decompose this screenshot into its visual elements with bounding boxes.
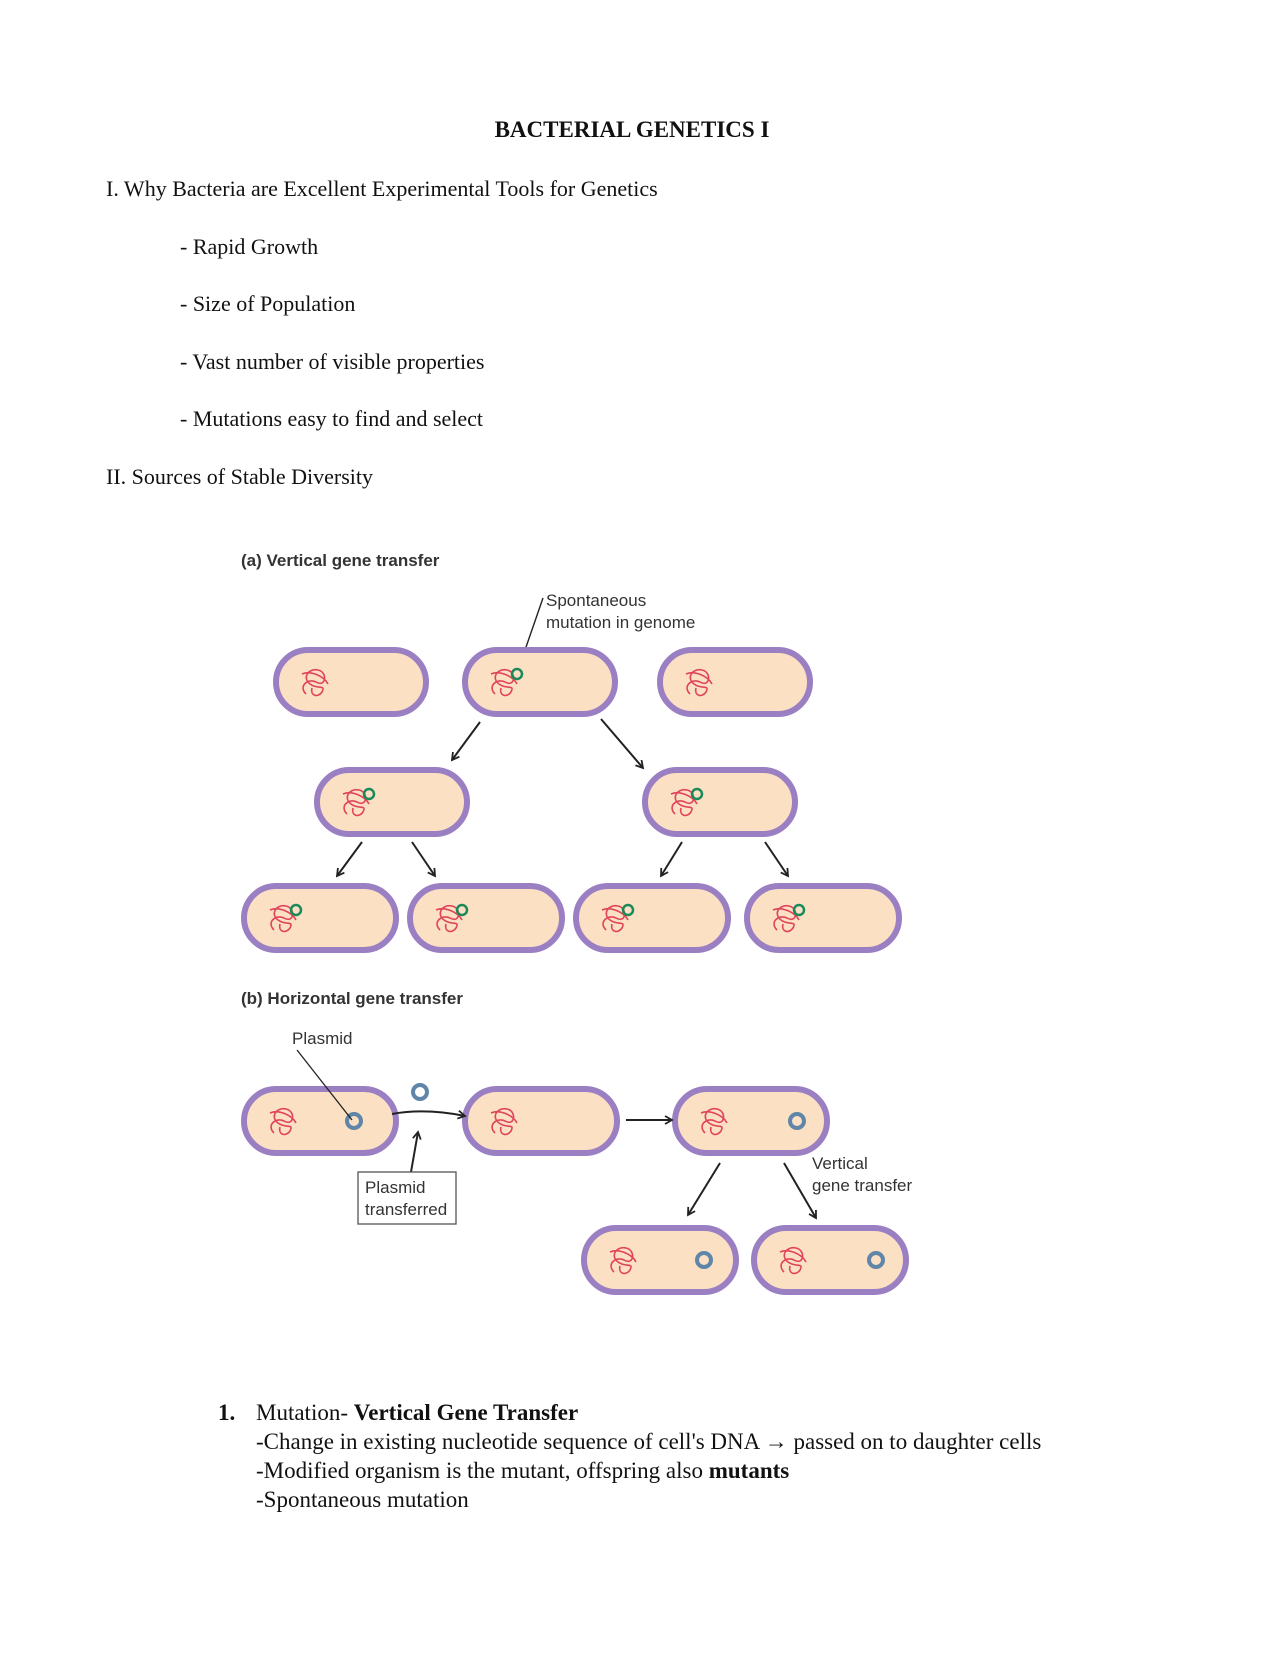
- cell-body: [465, 650, 615, 714]
- list-item-line1: Mutation- Vertical Gene Transfer: [256, 1400, 579, 1425]
- bullet-visible-properties: - Vast number of visible properties: [180, 349, 485, 374]
- list-item-line4: -Spontaneous mutation: [256, 1487, 469, 1512]
- free-plasmid: [413, 1085, 427, 1099]
- panel-b-title: (b) Horizontal gene transfer: [241, 989, 463, 1008]
- bullet-size-of-population: - Size of Population: [180, 291, 356, 316]
- arrow-a1: [452, 722, 480, 760]
- list-number: 1.: [218, 1400, 236, 1425]
- cell-a-gen3-1: [244, 886, 396, 950]
- arrow-transferred-pointer: [411, 1132, 418, 1172]
- cell-a-parent-right: [660, 650, 810, 714]
- cell-body: [747, 886, 899, 950]
- cell-b-daughter-right: [754, 1228, 906, 1292]
- cell-b-donor: [244, 1089, 396, 1153]
- page-title: BACTERIAL GENETICS I: [494, 117, 770, 142]
- cell-body: [645, 770, 795, 834]
- cell-a-gen3-2: [410, 886, 562, 950]
- section-2-heading: II. Sources of Stable Diversity: [106, 464, 373, 489]
- cell-body: [276, 650, 426, 714]
- cell-body: [576, 886, 728, 950]
- arrow-b-down-left: [688, 1163, 720, 1215]
- cell-a-parent-mutant: [465, 650, 615, 714]
- arrow-a6: [765, 842, 788, 876]
- plasmid-transferred-line1: Plasmid: [365, 1178, 426, 1197]
- arrow-a2: [601, 719, 643, 768]
- cell-b-recipient: [465, 1089, 617, 1153]
- item-bold-title: Vertical Gene Transfer: [353, 1400, 579, 1425]
- cell-body: [660, 650, 810, 714]
- cell-a-gen3-4: [747, 886, 899, 950]
- cell-a-gen2-right: [645, 770, 795, 834]
- cell-b-recipient-with-plasmid: [675, 1089, 827, 1153]
- cell-a-parent-left: [276, 650, 426, 714]
- mutants-bold: mutants: [708, 1458, 790, 1483]
- bullet-rapid-growth: - Rapid Growth: [180, 234, 319, 259]
- list-item-line3: -Modified organism is the mutant, offspring also mutants: [256, 1458, 790, 1483]
- arrow-a3: [337, 842, 362, 876]
- cell-a-gen3-3: [576, 886, 728, 950]
- plasmid-transferred-line2: transferred: [365, 1200, 448, 1219]
- section-1-heading: I. Why Bacteria are Excellent Experimental Tools for Genetics: [106, 176, 658, 201]
- cell-body: [244, 886, 396, 950]
- cell-body: [244, 1089, 396, 1153]
- vertical-label-line2: gene transfer: [812, 1176, 913, 1195]
- cell-body: [317, 770, 467, 834]
- cell-body: [584, 1228, 736, 1292]
- cell-body: [410, 886, 562, 950]
- panel-a-title: (a) Vertical gene transfer: [241, 551, 440, 570]
- spontaneous-label-line1: Spontaneous: [546, 591, 647, 610]
- cell-b-daughter-left: [584, 1228, 736, 1292]
- list-item-line2: -Change in existing nucleotide sequence of cell's DNA → passed on to daughter cells: [256, 1429, 1042, 1454]
- plasmid-label: Plasmid: [292, 1029, 353, 1048]
- arrow-a5: [661, 842, 682, 876]
- vertical-label-line1: Vertical: [812, 1154, 868, 1173]
- cell-a-gen2-left: [317, 770, 467, 834]
- arrow-a4: [412, 842, 435, 876]
- spontaneous-label-line2: mutation in genome: [546, 613, 696, 632]
- arrow-plasmid-transfer: [392, 1111, 465, 1116]
- cell-body: [465, 1089, 617, 1153]
- bullet-mutations: - Mutations easy to find and select: [180, 406, 484, 431]
